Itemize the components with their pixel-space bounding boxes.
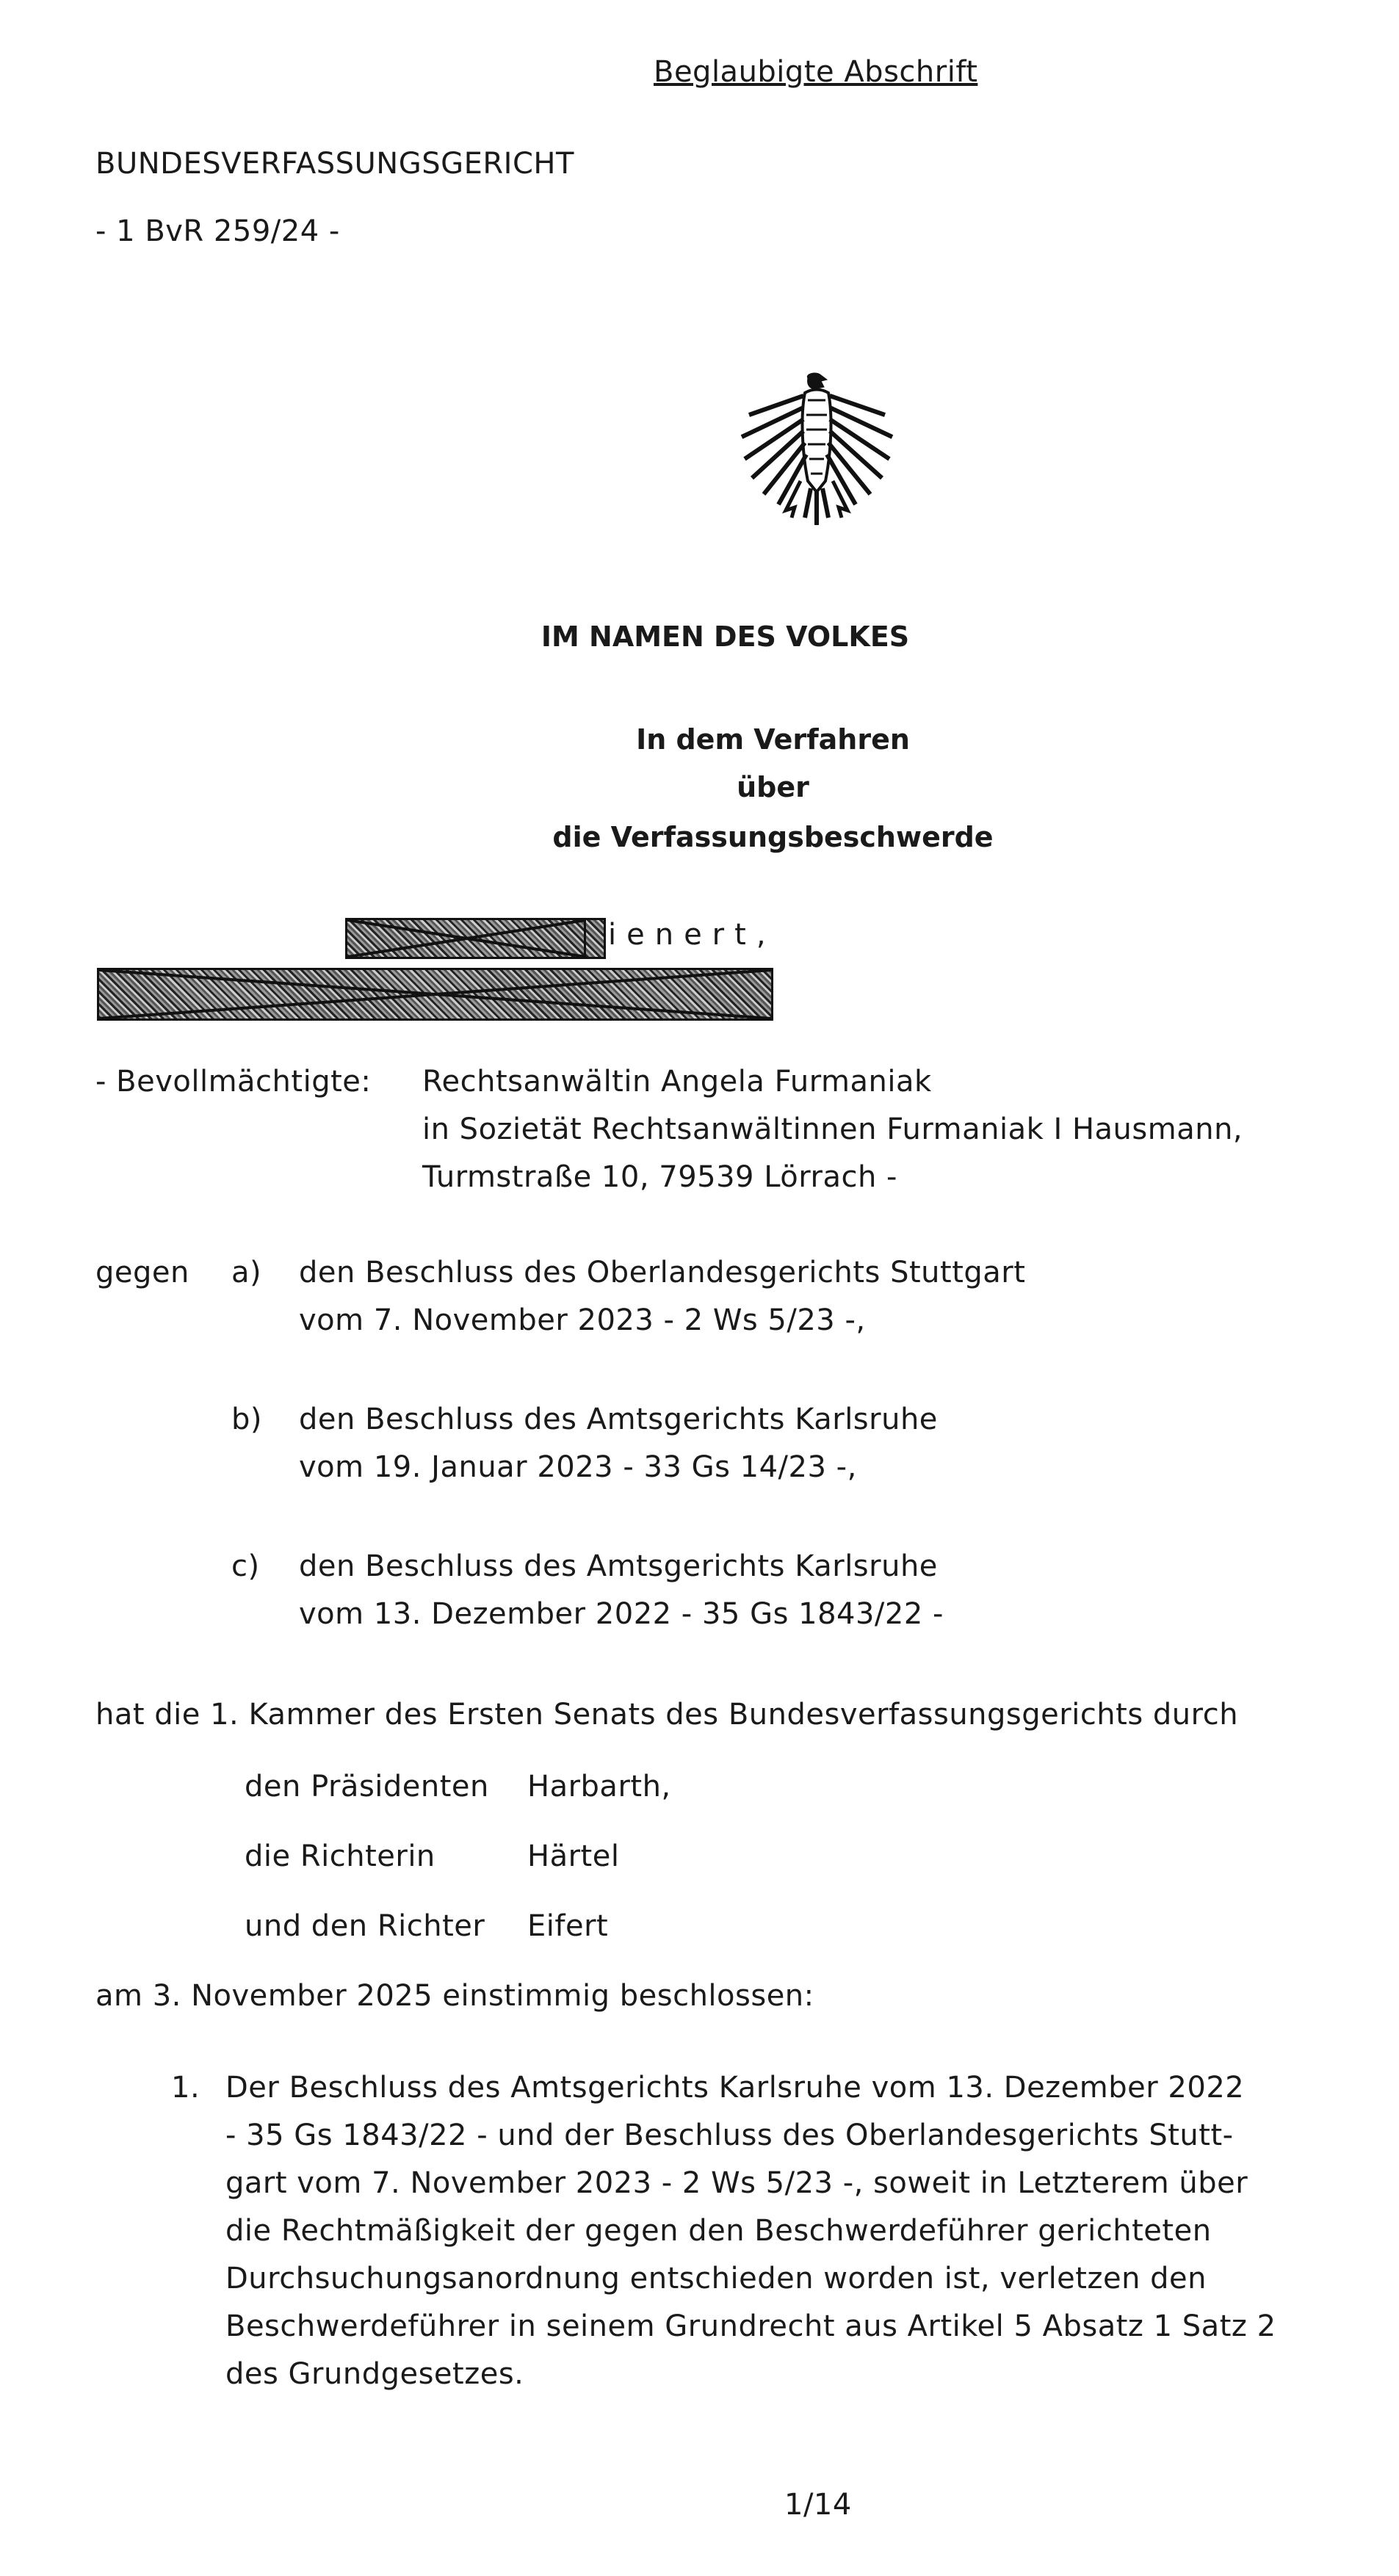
judge-role: die Richterin bbox=[245, 1839, 435, 1873]
case-number: - 1 BvR 259/24 - bbox=[95, 214, 340, 248]
ruling-text-line: gart vom 7. November 2023 - 2 Ws 5/23 -, soweit in Letzterem über bbox=[225, 2166, 1248, 2200]
complaint-type-line: die Verfassungsbeschwerde bbox=[552, 821, 994, 853]
ruling-text-line: Der Beschluss des Amtsgerichts Karlsruhe vom 13. Dezember 2022 bbox=[225, 2071, 1245, 2105]
ruling-number: 1. bbox=[171, 2071, 200, 2105]
against-item-line2: vom 7. November 2023 - 2 Ws 5/23 -, bbox=[299, 1303, 866, 1337]
federal-eagle-icon bbox=[734, 371, 900, 532]
against-item-marker: a) bbox=[231, 1256, 262, 1289]
against-item-marker: b) bbox=[231, 1403, 262, 1436]
judge-name: Eifert bbox=[527, 1909, 609, 1943]
against-item-line1: den Beschluss des Amtsgerichts Karlsruhe bbox=[299, 1549, 938, 1583]
ruling-text-line: - 35 Gs 1843/22 - und der Beschluss des Oberlandesgerichts Stutt- bbox=[225, 2119, 1234, 2152]
against-item-line2: vom 13. Dezember 2022 - 35 Gs 1843/22 - bbox=[299, 1597, 944, 1631]
redacted-initial bbox=[584, 918, 606, 959]
representative-name: Rechtsanwältin Angela Furmaniak bbox=[422, 1065, 932, 1099]
court-name: BUNDESVERFASSUNGSGERICHT bbox=[95, 147, 574, 181]
representative-firm: in Sozietät Rechtsanwältinnen Furmaniak I Hausmann, bbox=[422, 1112, 1243, 1146]
ruling-text-line: die Rechtmäßigkeit der gegen den Beschwerdeführer gerichteten bbox=[225, 2214, 1212, 2248]
ruling-text-line: des Grundgesetzes. bbox=[225, 2357, 524, 2391]
judgment-formula: IM NAMEN DES VOLKES bbox=[541, 621, 910, 653]
redacted-first-name bbox=[345, 918, 588, 959]
ruling-text-line: Durchsuchungsanordnung entschieden worden ist, verletzen den bbox=[225, 2262, 1207, 2295]
against-item-line2: vom 19. Januar 2023 - 33 Gs 14/23 -, bbox=[299, 1450, 857, 1484]
against-item-marker: c) bbox=[231, 1549, 260, 1583]
judge-name: Harbarth, bbox=[527, 1770, 671, 1803]
judge-role: und den Richter bbox=[245, 1909, 485, 1943]
ruling-text-line: Beschwerdeführer in seinem Grundrecht aus Artikel 5 Absatz 1 Satz 2 bbox=[225, 2309, 1276, 2343]
judge-name: Härtel bbox=[527, 1839, 620, 1873]
decision-date: am 3. November 2025 einstimmig beschlossen: bbox=[95, 1979, 814, 2013]
judge-role: den Präsidenten bbox=[245, 1770, 489, 1803]
against-item-line1: den Beschluss des Oberlandesgerichts Stuttgart bbox=[299, 1256, 1026, 1289]
redacted-address bbox=[97, 968, 773, 1021]
against-item-line1: den Beschluss des Amtsgerichts Karlsruhe bbox=[299, 1403, 938, 1436]
over-line: über bbox=[737, 771, 809, 803]
representative-address: Turmstraße 10, 79539 Lörrach - bbox=[422, 1160, 897, 1194]
page-number: 1/14 bbox=[784, 2488, 852, 2522]
complainant-name-fragment: ienert, bbox=[608, 918, 776, 952]
representative-label: - Bevollmächtigte: bbox=[95, 1065, 372, 1099]
proceedings-line: In dem Verfahren bbox=[636, 723, 910, 756]
chamber-intro: hat die 1. Kammer des Ersten Senats des Bundesverfassungsgerichts durch bbox=[95, 1698, 1239, 1732]
against-label: gegen bbox=[95, 1256, 189, 1289]
certified-copy-note: Beglaubigte Abschrift bbox=[654, 55, 978, 89]
